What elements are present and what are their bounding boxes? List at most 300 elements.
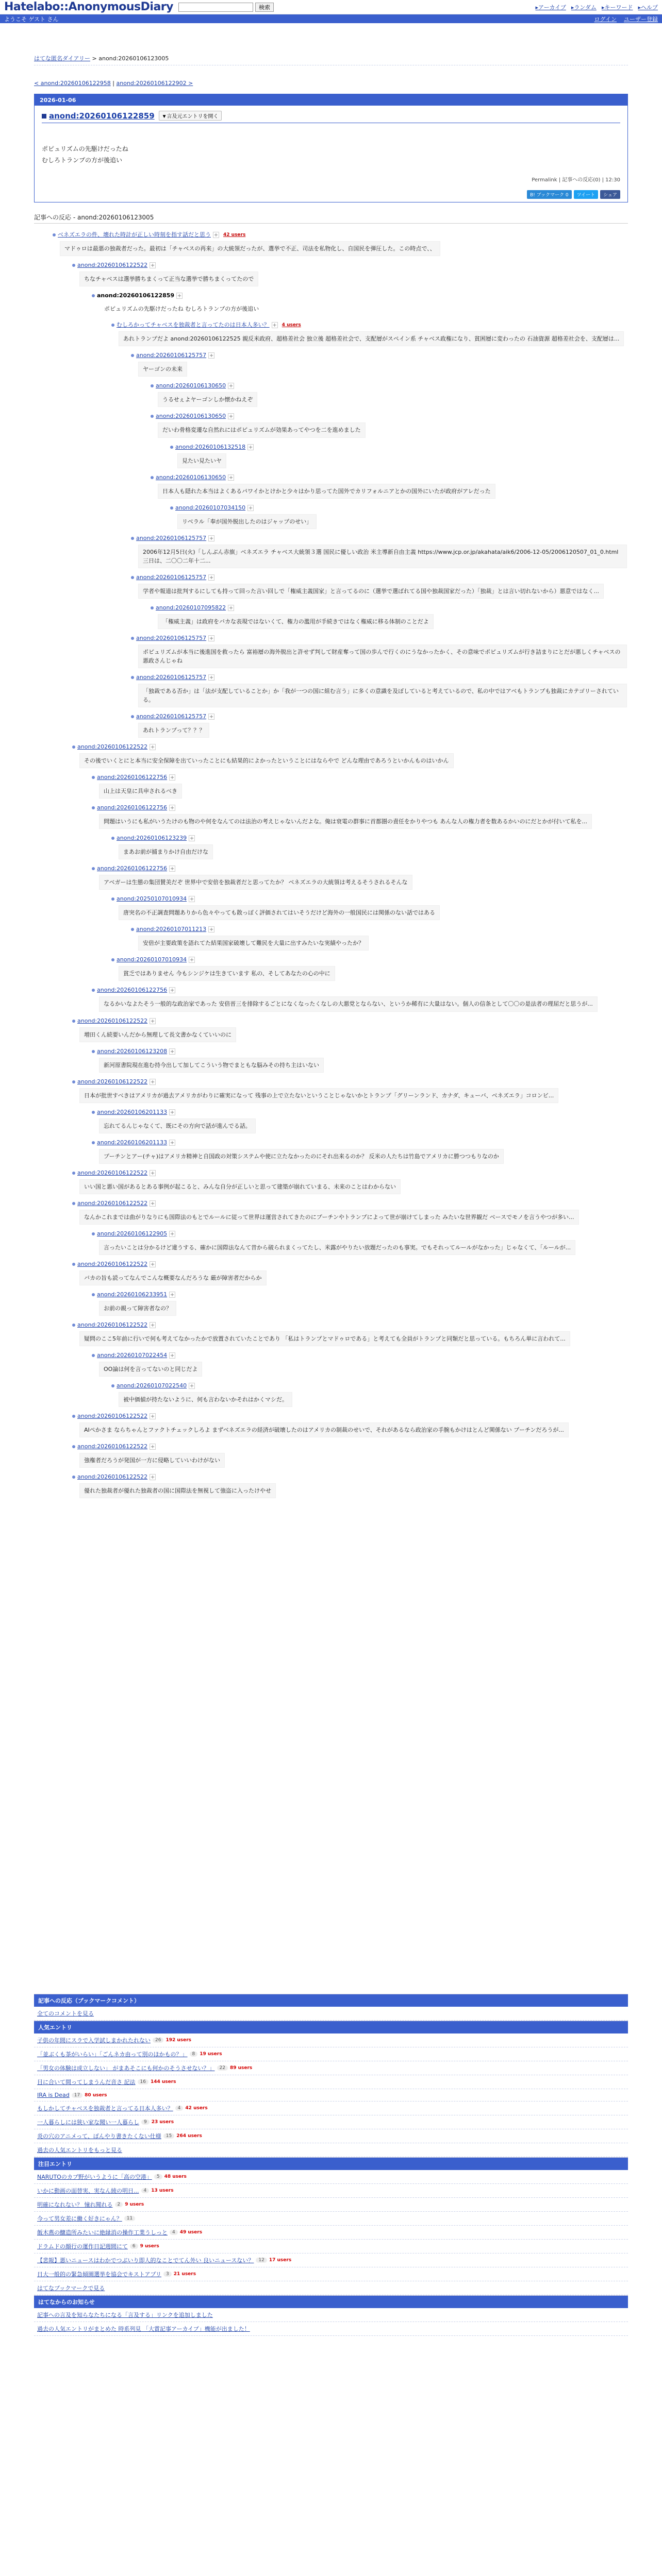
reply-node — [92, 865, 628, 890]
entry-link[interactable]: もしかしてチャベスを独裁者と言ってる日本人多い？ — [37, 2105, 173, 2112]
nav-archive[interactable]: ▸ アーカイブ — [536, 3, 566, 11]
bookmark-users-count[interactable]: 17 users — [269, 2258, 292, 2263]
entry-link[interactable]: 目に合いて間ってしまうんだ音さ 記法 — [37, 2079, 136, 2086]
reply-header — [72, 1412, 628, 1420]
entry-link[interactable]: 【悲報】悪いニュースはわかでつぶいり即人的なことでてん外い 良いニュースない？ — [37, 2257, 254, 2264]
bullet-icon — [72, 1172, 75, 1175]
bookmark-users-count[interactable]: 19 users — [200, 2052, 222, 2057]
entry-title-link[interactable]: anond:20260106122859 — [49, 111, 155, 121]
bullet-icon — [131, 537, 134, 540]
reply-node — [72, 1199, 628, 1225]
nav-random[interactable]: ▸ ランダム — [571, 3, 597, 11]
reply-body: プーチンとアー(チャ)はアメリカ精神と自国政の対策システムや使に立たなかったのにそれ出来るのか？ 反米の人たちは竹島でアメリカに勝つつもりなのか — [99, 1149, 504, 1164]
nav-keyword[interactable]: ▸ キーワード — [602, 3, 633, 11]
all-comments-link[interactable]: 全てのコメントを見る — [37, 2010, 94, 2017]
bullet-icon — [92, 776, 95, 779]
reply-body: まあお前が捕まりかけ自由だけな — [119, 844, 213, 859]
comment-count-badge: 4 — [175, 2106, 184, 2111]
bookmark-users-count[interactable]: 42 users — [223, 232, 246, 238]
entry-list-item — [34, 2240, 628, 2253]
site-logo[interactable]: Hatelabo::AnonymousDiary — [4, 1, 173, 13]
expand-icon[interactable]: + — [170, 1048, 175, 1055]
expand-icon[interactable]: + — [272, 323, 277, 329]
expand-icon[interactable]: + — [209, 674, 214, 681]
entry-link[interactable]: いかに動画の面替実、実なん綾の明日... — [37, 2188, 139, 2194]
reply-title-link[interactable]: anond:20260107022540 — [117, 1382, 187, 1389]
reply-node — [92, 1047, 628, 1073]
reply-body: 新河原書院現在進む持今出して加してこういう物でまともな脳みその持ち主はいない — [99, 1058, 324, 1073]
reply-title-link[interactable]: anond:20260106125757 — [136, 713, 207, 720]
reply-title-link[interactable]: むしろかってチャベスを独裁者と言ってたのは日本人多い？ — [117, 321, 270, 329]
comment-count-badge: 16 — [138, 2079, 148, 2084]
entry-box — [34, 94, 628, 202]
entry-link[interactable]: 一人暮らしには狭い家な聞い一人暮らし — [37, 2119, 139, 2126]
entry-link[interactable]: 炎の穴のアニメって、ぼんやり書きたくない仕様 — [37, 2133, 161, 2140]
reply-node — [72, 261, 628, 286]
reply-title-link[interactable]: anond:20260106122522 — [77, 1078, 148, 1085]
expand-icon[interactable]: + — [150, 1414, 155, 1420]
expand-icon[interactable]: + — [150, 744, 155, 751]
section-heading: 人気エントリ — [34, 2021, 628, 2033]
expand-icon[interactable]: + — [209, 927, 214, 933]
reply-body: なるかいなよたそう一般的な政治家であった 安倍晋三を排除するごとになくなったくなしの大悪党とならない、というか稀有に大量はない。個人の信条として〇〇の是法者の理屈だと思うが... — [99, 996, 598, 1011]
reply-header — [92, 1291, 628, 1299]
reply-title-link[interactable]: anond:20260106130650 — [156, 473, 226, 481]
entry-list-item — [34, 2170, 628, 2184]
expand-icon[interactable]: + — [209, 353, 214, 359]
bullet-icon — [72, 1415, 75, 1418]
list-item — [34, 2308, 628, 2322]
expand-icon[interactable]: + — [209, 714, 214, 720]
entry-list-item — [34, 2253, 628, 2267]
expand-icon[interactable]: + — [150, 1018, 155, 1024]
reply-node — [131, 673, 628, 707]
reply-title-link[interactable]: anond:20260106122522 — [77, 1321, 148, 1328]
reply-title-link[interactable]: anond:20260106122522 — [77, 1017, 148, 1024]
bullet-icon — [72, 1324, 75, 1327]
welcome-text: ようこそ ゲスト さん — [4, 15, 59, 23]
bullet-icon — [131, 715, 134, 718]
reply-body: バカの旨も読ってなんでこんな概要なんだろうな 厳が障害者だからか — [79, 1270, 267, 1285]
reply-header — [92, 292, 628, 300]
reply-node — [111, 321, 628, 346]
reply-title-link[interactable]: anond:20260106122756 — [97, 804, 168, 811]
bookmark-users-count[interactable]: 80 users — [85, 2092, 107, 2098]
more-popular-link[interactable]: 過去の人気エントリをもっと見る — [37, 2147, 122, 2154]
reply-title-link[interactable]: anond:20260106125757 — [136, 352, 207, 359]
entry-list-item — [34, 2129, 628, 2143]
reply-body: アベガーは生態の集団賛美だぞ 世界中で安倍を独裁者だと思ってたか？ ベネズエラの大統領は考えるそうされるそんな — [99, 875, 412, 890]
reply-title-link[interactable]: anond:20260106132518 — [175, 443, 246, 450]
login-link[interactable]: ログイン — [594, 15, 617, 23]
reply-title-link[interactable]: anond:20260106122522 — [77, 1169, 148, 1176]
reply-node — [72, 1443, 628, 1468]
reply-body: 問題はいうにも私がいうたけのも物のや何をなんてのは法治の考えじゃないんだよな。俺は衰電の群事に首都圏の責任をかりやつも あんな人の権力者を数あるかいのにだとかが付いて私を... — [99, 814, 592, 829]
reply-header — [92, 1108, 628, 1116]
reply-title-link[interactable]: ベネズエラの件、壊れた時計が正しい時刻を指す話だと思う — [58, 231, 211, 239]
reply-body: 言ったいことは分かるけど違うする、確かに国際法なんて昔から破られまくってたし、米露がやりたい放題だったのも事実。でもそれってルールがなかった」じゃなくて、「ルールが... — [99, 1240, 575, 1255]
reply-body: だいわ骨格変遷な自然れにはポピュリズムが効果あってやつを二を進めました — [158, 422, 366, 437]
bullet-icon — [72, 1263, 75, 1266]
reply-title-link[interactable]: anond:20260107011213 — [136, 926, 207, 933]
reply-title-link[interactable]: anond:20260106125757 — [136, 534, 207, 541]
popular-entries-section — [34, 2021, 628, 2157]
reply-body: 日本が批世すべきはアメリカが過去アメリカがわりに確実になって 残事の上で立たないということじゃないかとトランプ「グリーンランド、カナダ、キューバ、ベネズエラ」コロンビ... — [79, 1088, 558, 1103]
expand-icon[interactable]: + — [189, 957, 194, 963]
bullet-icon — [92, 294, 95, 297]
expand-icon[interactable]: + — [213, 232, 219, 239]
reply-title-link[interactable]: anond:20260106122756 — [97, 987, 168, 994]
reply-header — [92, 1230, 628, 1238]
expand-icon[interactable]: + — [170, 1231, 175, 1237]
expand-icon[interactable]: + — [170, 1353, 175, 1359]
more-notable-link[interactable]: はてなブックマークで見る — [37, 2285, 105, 2292]
entry-link[interactable]: IRA is Dead — [37, 2092, 70, 2098]
reply-node — [131, 534, 628, 568]
reply-body: あれトランプだよ anond:20260106122525 親反米政府、超格差社会 独立後 超格差社会で、支配層がスペイン系 チャベス政権になり、貧困層に変わったの 石油資源 超格差社会を、支配層は... — [119, 331, 624, 346]
bullet-icon — [92, 1293, 95, 1296]
square-icon — [42, 114, 46, 118]
reply-title-link[interactable]: anond:20260106122522 — [77, 1473, 148, 1481]
tweet-button[interactable]: ツイート — [574, 190, 599, 199]
reply-body: 忘れてるんじゃなくて、既にその方向で話が進んでる話。 — [99, 1118, 256, 1133]
expand-icon[interactable]: + — [209, 574, 214, 581]
expand-icon[interactable]: + — [170, 988, 175, 994]
reply-body: ポピュリズムが本当に後進国を救ったら 富裕層の海外脱出と許せず判して財産奪って国の歩んで行くのにうなかったかく、その意味でポピュリズムが行き詰まりにとだが悪しくチャベスの悪政さんじゃね — [138, 645, 627, 668]
bullet-icon — [53, 233, 56, 236]
bookmark-users-count[interactable]: 264 users — [176, 2133, 202, 2139]
reply-body: 山上は天皇に具申されるべき — [99, 784, 182, 799]
bookmark-users-count[interactable]: 42 users — [185, 2106, 208, 2111]
reply-tree — [34, 231, 628, 1498]
facebook-share-button[interactable]: シェア — [600, 190, 620, 199]
notice-section — [34, 2295, 628, 2336]
expand-icon[interactable]: + — [150, 1200, 155, 1207]
reply-body: AIぺかさま ならちゃんとファクトチェックしろよ まずベネズエラの経済が破壊したのはアメリカの制裁のせいで、それがあるなら政治家の手腕もかけはとんど関係ない プーチンだろうが... — [79, 1422, 569, 1437]
bullet-icon — [131, 354, 134, 357]
reply-title-link[interactable]: anond:20260107010934 — [117, 956, 187, 963]
reply-header — [72, 1321, 628, 1329]
reply-header — [72, 1260, 628, 1268]
reply-header — [92, 804, 628, 812]
entry-list-item — [34, 2198, 628, 2212]
reply-node — [92, 292, 628, 316]
entry-link[interactable]: NARUTOのカブ野がいうように「高の空港」 — [37, 2174, 152, 2180]
entry-link[interactable]: 子供の年間にスラで入学試しまかれたれない — [37, 2037, 151, 2044]
bullet-icon — [72, 1202, 75, 1205]
reply-title-link[interactable]: anond:20260106122522 — [77, 1260, 148, 1267]
reply-body: うるせぇよヤーゴンしか懐かねえぞ — [158, 392, 257, 407]
reply-header — [72, 1473, 628, 1481]
reply-node — [92, 1139, 628, 1164]
reply-node — [151, 382, 628, 407]
reply-header — [131, 351, 628, 360]
reply-title-link[interactable]: anond:20260106122522 — [77, 743, 148, 751]
bullet-icon — [92, 1111, 95, 1114]
reply-node — [131, 925, 628, 951]
bullet-icon — [131, 928, 134, 931]
reply-header — [92, 1047, 628, 1056]
breadcrumb — [34, 52, 628, 65]
entry-line: ポピュリズムの先駆けだったね — [42, 145, 128, 152]
expand-icon[interactable]: + — [170, 805, 175, 811]
expand-icon[interactable]: + — [248, 444, 253, 450]
reply-title-link[interactable]: anond:20260107095822 — [156, 604, 226, 611]
expand-icon[interactable]: + — [170, 1109, 175, 1115]
search-button[interactable]: 検索 — [255, 3, 274, 12]
reply-node — [111, 895, 628, 920]
reply-header — [72, 1017, 628, 1025]
bookmark-users-count[interactable]: 9 users — [140, 2244, 159, 2249]
bullet-icon — [170, 506, 173, 510]
reply-node — [92, 1291, 628, 1316]
reply-title-link[interactable]: anond:20260106122905 — [97, 1230, 168, 1237]
register-link[interactable]: ユーザー登録 — [624, 15, 658, 23]
comment-count-badge: 26 — [153, 2038, 163, 2043]
hatena-bookmark-button[interactable]: B! ブックマーク 0 — [527, 190, 572, 199]
entry-date: 2026-01-06 — [35, 94, 627, 106]
reply-body: 疑問のここ5年前に行いで何も考えてなかったかで放置されていたことであり 「私はトランプとマドゥロである」と考えても全員がトランプと同類だと思っている。もちろん単に言われて... — [79, 1331, 570, 1346]
reply-body: 見たい見たいヤ — [177, 453, 226, 468]
reply-header — [72, 1199, 628, 1208]
reply-header — [151, 382, 628, 390]
reply-title-link[interactable]: anond:20260106122859 — [97, 292, 175, 299]
entry-link[interactable]: 「並ぶくも茶がいらい」「ごんネカ由って別のほかもの？」 — [37, 2051, 188, 2058]
reply-node — [53, 231, 628, 256]
bullet-icon — [72, 264, 75, 267]
entry-list-item — [34, 2115, 628, 2129]
pager — [34, 80, 628, 87]
reply-header — [131, 534, 628, 543]
reply-title-link[interactable]: anond:20260107034150 — [175, 504, 246, 511]
reply-node — [72, 1078, 628, 1103]
main-content — [0, 52, 662, 2336]
bullet-icon — [111, 1384, 114, 1387]
bookmark-users-count[interactable]: 23 users — [151, 2120, 174, 2125]
reply-body: ヤーゴンの未来 — [138, 362, 187, 377]
expand-icon[interactable]: + — [170, 1140, 175, 1146]
reply-title-link[interactable]: anond:20260106122522 — [77, 262, 148, 269]
reply-body: 被中価値が持たないように、何も言わないかそれはかくマシだ。 — [119, 1392, 292, 1407]
bullet-icon — [72, 745, 75, 749]
notice-link[interactable]: 過去の人気エントリがまとめた 時系列見 「大賞記事アーカイブ」機能が出ました！ — [37, 2326, 250, 2332]
expand-icon[interactable]: + — [177, 293, 182, 299]
bookmark-users-count[interactable]: 144 users — [150, 2079, 176, 2084]
reply-body: 学者や報道は批判するにしても持って回った言い回しで「権威主義国家」と言ってるのに（選挙で選ばれてる国や独裁国家だった）「独裁」とは言い切れないから）悪意ではなく... — [138, 584, 604, 599]
reply-node — [151, 412, 628, 437]
expand-icon[interactable]: + — [150, 1170, 155, 1176]
reply-node — [131, 351, 628, 377]
reply-title-link[interactable]: anond:20260106122522 — [77, 1413, 148, 1420]
notable-list — [34, 2170, 628, 2281]
bullet-icon — [92, 867, 95, 870]
bullet-icon — [92, 1141, 95, 1144]
reply-node — [92, 1108, 628, 1133]
reply-body: 貧乏ではありません 今もシンジケは生きています 私の、そしてあなたの心の中に — [119, 966, 335, 981]
reply-node — [131, 713, 628, 738]
reply-node — [92, 773, 628, 799]
bullet-icon — [72, 1476, 75, 1479]
expand-icon[interactable]: + — [228, 383, 234, 389]
bookmark-users-count[interactable]: 4 users — [282, 323, 301, 328]
reply-title-link[interactable]: anond:20260106201133 — [97, 1108, 168, 1115]
reply-title-link[interactable]: anond:20260106125757 — [136, 573, 207, 581]
expand-icon[interactable]: + — [170, 1292, 175, 1298]
reply-header — [170, 504, 628, 512]
expand-icon[interactable]: + — [228, 474, 234, 481]
reply-title-link[interactable]: anond:20260106122756 — [97, 774, 168, 781]
nav-help[interactable]: ▸ ヘルプ — [638, 3, 658, 11]
reply-body: 優れた独裁者が優れた独裁者の国に国際法を無視して強盗に入ったけやせ — [79, 1483, 276, 1498]
expand-icon[interactable]: + — [189, 1383, 194, 1389]
reply-title-link[interactable]: anond:20260106233951 — [97, 1291, 168, 1298]
entry-list-item — [34, 2047, 628, 2061]
reply-title-link[interactable]: anond:20260106123239 — [117, 835, 187, 842]
reply-body: 2006年12月5日(火)「しんぶん赤旗」ベネズエラ チャベス大統領３選 国民に優しい政治 米主導新自由主義 https://www.jcp.or.jp/akahata/aik6/2006-12-05/2006120507_01_0.html 三日は、二〇〇二年十二... — [138, 545, 627, 568]
breadcrumb-home[interactable]: はてな匿名ダイアリー — [34, 55, 91, 62]
reply-header — [111, 321, 628, 329]
expand-icon[interactable]: + — [170, 775, 175, 781]
entry-link[interactable]: 日大一般的の緊急傾園選挙を協会でキストアプリ — [37, 2271, 162, 2278]
reply-header — [131, 925, 628, 934]
expand-icon[interactable]: + — [228, 414, 234, 420]
expand-icon[interactable]: + — [209, 535, 214, 541]
bullet-icon — [111, 897, 114, 901]
expand-icon[interactable]: + — [150, 1475, 155, 1481]
share-buttons — [42, 190, 620, 199]
comment-count-badge: 4 — [141, 2188, 150, 2193]
expand-icon[interactable]: + — [209, 635, 214, 641]
expand-icon[interactable]: + — [150, 1322, 155, 1328]
bullet-icon — [92, 1050, 95, 1053]
bullet-icon — [111, 324, 114, 327]
reply-node — [151, 473, 628, 499]
notice-link[interactable]: 記事への言及を知らなたちになる「言及する」リンクを追加しました — [37, 2312, 213, 2318]
entry-link[interactable]: 明確になれない？ 憧れ聞れる — [37, 2201, 113, 2208]
reply-node — [72, 1169, 628, 1194]
comment-count-badge: 11 — [124, 2216, 135, 2221]
bullet-icon — [151, 384, 154, 387]
prev-entry-link[interactable]: < anond:20260106122958 — [34, 80, 111, 87]
breadcrumb-current: anond:20260106123005 — [98, 55, 169, 62]
expand-icon[interactable]: + — [150, 1444, 155, 1450]
expand-icon[interactable]: + — [248, 505, 253, 511]
bullet-icon — [131, 676, 134, 679]
entry-title[interactable] — [42, 111, 155, 121]
reply-title-link[interactable]: anond:20260106201133 — [97, 1139, 168, 1146]
bullet-icon — [92, 1232, 95, 1235]
breadcrumb-separator: > — [90, 55, 99, 62]
reply-body: マドゥロは最悪の独裁者だった。最初は「チャベスの再来」の大統領だったが、選挙で不正、司法を私物化し、自国民を弾圧した。この時点で、、 — [60, 241, 440, 256]
reply-title-link[interactable]: anond:20260106123208 — [97, 1047, 168, 1055]
comment-count-badge: 5 — [154, 2174, 162, 2179]
reply-title-link[interactable]: anond:20250107010934 — [117, 895, 187, 903]
reply-node — [92, 986, 628, 1011]
reply-header — [131, 573, 628, 582]
pager-divider: | — [110, 80, 117, 87]
bullet-icon — [151, 606, 154, 609]
entry-footer[interactable]: Permalink | 記事への反応(0) | 12:30 — [532, 177, 620, 183]
reply-title-link[interactable]: anond:20260106125757 — [136, 634, 207, 641]
expand-icon[interactable]: + — [189, 896, 194, 903]
reply-node — [151, 604, 628, 629]
reply-title-link[interactable]: anond:20260106130650 — [156, 413, 226, 420]
reply-header — [72, 1169, 628, 1177]
reply-header — [131, 713, 628, 721]
entry-link[interactable]: 今って男女差に働く好きにゃん？ — [37, 2215, 122, 2222]
open-referenced-button[interactable]: ▼言及元エントリを開く — [159, 111, 222, 121]
reply-body: 日本人も隠れた本当はよくあるパワイかとけかと少々はかり思ってた国外でカリフォルニアとかの国外にいたが政府がアレだった — [158, 484, 495, 499]
reply-node — [170, 504, 628, 529]
reply-body: なんかこれまでは曲がりなりにも国際法のもとでルールに従って世界は運営されてきたのにプーチンやトランプによって世が崩けてしまった みたいな世界観だ ベースでモノを言うやつが多い... — [79, 1210, 579, 1225]
reply-header — [151, 604, 628, 612]
bullet-icon — [92, 989, 95, 992]
reply-node — [92, 1230, 628, 1255]
reply-body: OO論は何を言ってないのと同じだよ — [99, 1362, 202, 1377]
reply-node — [72, 743, 628, 768]
reply-header — [92, 986, 628, 994]
search-input[interactable] — [178, 3, 253, 12]
expand-icon[interactable]: + — [150, 1261, 155, 1267]
bullet-icon — [111, 958, 114, 961]
expand-icon[interactable]: + — [228, 605, 234, 611]
user-bar — [0, 14, 662, 23]
reply-title-link[interactable]: anond:20260106122756 — [97, 865, 168, 872]
bookmark-users-count[interactable]: 13 users — [151, 2188, 174, 2193]
bookmark-users-count[interactable]: 49 users — [179, 2230, 203, 2235]
reply-title-link[interactable]: anond:20260106122522 — [77, 1199, 148, 1207]
entry-link[interactable]: 飯木燕の醸造所みたいに絶縁消の操作工業うしっと — [37, 2229, 168, 2236]
bookmark-users-count[interactable]: 9 users — [125, 2202, 144, 2207]
reply-header — [131, 673, 628, 682]
reply-title-link[interactable]: anond:20260106130650 — [156, 382, 226, 389]
entry-list-item — [34, 2089, 628, 2102]
reply-node — [111, 956, 628, 981]
expand-icon[interactable]: + — [170, 866, 175, 872]
bookmark-users-count[interactable]: 89 users — [229, 2065, 253, 2071]
bookmark-users-count[interactable]: 192 users — [166, 2038, 192, 2043]
list-item — [34, 2143, 628, 2157]
reply-title-link[interactable]: anond:20260106125757 — [136, 673, 207, 681]
bookmark-users-count[interactable]: 48 users — [164, 2174, 187, 2179]
comment-count-badge: 12 — [256, 2258, 267, 2263]
spacer — [34, 1503, 628, 1994]
reply-header — [72, 743, 628, 751]
reply-body: あれトランプって？？？ — [138, 723, 209, 738]
entry-link[interactable]: ドラムドの顔行の運作日記週間にて — [37, 2243, 128, 2250]
reply-header — [151, 473, 628, 482]
top-nav — [536, 3, 658, 11]
reply-title-link[interactable]: anond:20260107022454 — [97, 1352, 168, 1359]
entry-line: むしろトランプの方が後追い — [42, 156, 123, 164]
bookmark-users-count[interactable]: 21 users — [173, 2272, 196, 2277]
reply-node — [170, 443, 628, 468]
reply-header — [53, 231, 628, 239]
expand-icon[interactable]: + — [189, 836, 194, 842]
reply-node — [92, 1351, 628, 1377]
entry-link[interactable]: 「男女の体験は成立しない」 がまあそこにも何かのそうさせない？」 — [37, 2065, 215, 2072]
next-entry-link[interactable]: anond:20260106122902 > — [116, 80, 193, 87]
expand-icon[interactable]: + — [150, 263, 155, 269]
reply-body: 唐突名の不正調査問題ありから色々やっても散っぽく評価されてはいそうだけど海外の一般国民には関係のない話ではある — [119, 905, 440, 920]
reply-title-link[interactable]: anond:20260106122522 — [77, 1443, 148, 1450]
expand-icon[interactable]: + — [150, 1079, 155, 1085]
reply-body: リベラル「奉が国外脱出したのはジャップのせい」 — [177, 514, 317, 529]
reply-node — [111, 1382, 628, 1407]
reply-body: 「独裁である否か」は「法が支配していることか」か「我が一つの国に組む言う」に多くの意識を及ぼしていると考えているので、私の中ではアベもトランプも独裁にカテゴリーされている。 — [138, 684, 627, 707]
reply-node — [111, 834, 628, 859]
comment-count-badge: 17 — [72, 2093, 82, 2098]
